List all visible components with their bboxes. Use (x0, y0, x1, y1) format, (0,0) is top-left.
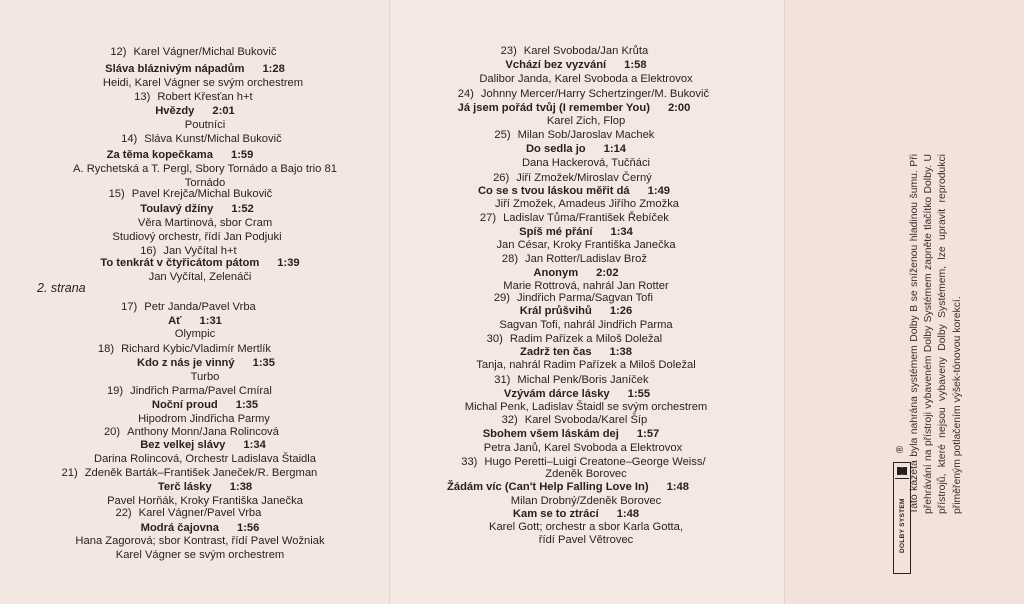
track-number: 30) (486, 333, 503, 345)
panel-side-two (390, 0, 785, 604)
track-duration: 1:14 (603, 143, 627, 155)
performer-text: Zdeněk Borovec (545, 468, 627, 480)
composer-text: Ladislav Tůma/František Řebíček (503, 212, 669, 224)
performer-text: A. Rychetská a T. Pergl, Sbory Tornádo a Bajo trio 81 (73, 163, 337, 175)
performer-text: Dalibor Janda, Karel Svoboda a Elektrovox (479, 73, 693, 85)
performer-text: Tornádo (184, 177, 226, 189)
track-number: 23) (500, 45, 517, 57)
song-title: Zadrž ten čas (520, 346, 592, 358)
composer-text: Robert Křesťan h+t (157, 91, 253, 103)
song-title: Vzývám dárce lásky (503, 388, 610, 400)
song-title: Hvězdy (155, 105, 195, 117)
composer-text: Jan Vyčítal h+t (163, 245, 237, 257)
composer-text: Karel Vágner/Pavel Vrba (138, 507, 262, 519)
composer-text: Pavel Krejča/Michal Bukovič (131, 188, 273, 200)
track-number: 22) (115, 507, 132, 519)
composer-text: Jiří Zmožek/Miroslav Černý (516, 172, 652, 184)
performer-text: Milan Drobný/Zdeněk Borovec (510, 495, 662, 507)
track-duration: 1:59 (230, 149, 254, 161)
track-duration: 1:34 (243, 439, 266, 451)
composer-text: Jindřich Parma/Sagvan Tofi (517, 292, 653, 304)
performer-text: Pavel Horňák, Kroky Františka Janečka (107, 495, 303, 507)
track-number: 32) (501, 414, 518, 426)
song-title: Modrá čajovna (140, 522, 219, 534)
registered-mark: ® (895, 445, 907, 454)
performer-text: Hipodrom Jindřicha Parmy (138, 413, 270, 425)
song-title: To tenkrát v čtyřicátom pátom (100, 257, 260, 269)
performer-text: Studiový orchestr, řídí Jan Podjuki (112, 231, 282, 243)
track-duration: 1:49 (647, 185, 671, 197)
track-duration: 1:31 (199, 315, 222, 327)
composer-text: Zdeněk Barták–František Janeček/R. Bergman (84, 467, 318, 479)
song-title: Za těma kopečkama (106, 149, 213, 161)
performer-text: Sagvan Tofi, nahrál Jindřich Parma (499, 319, 673, 331)
performer-text: Poutníci (184, 119, 226, 131)
performer-text: Jan César, Kroky Františka Janečka (496, 239, 676, 251)
composer-text: Richard Kybic/Vladimír Mertlík (121, 343, 271, 355)
track-duration: 1:48 (616, 508, 640, 520)
performer-text: Turbo (190, 371, 220, 383)
composer-text: Sláva Kunst/Michal Bukovič (144, 133, 282, 145)
composer-text: Karel Vágner/Michal Bukovič (133, 46, 277, 58)
track-duration: 1:48 (666, 481, 689, 493)
dolby-logo (893, 462, 911, 574)
composer-text: Petr Janda/Pavel Vrba (144, 301, 256, 313)
track-duration: 1:26 (609, 305, 633, 317)
track-duration: 2:00 (667, 102, 691, 114)
track-duration: 1:56 (236, 522, 260, 534)
track-number: 19) (106, 385, 124, 397)
composer-text: Jindřich Parma/Pavel Cmíral (130, 385, 272, 397)
track-number: 27) (479, 212, 497, 224)
composer-text: Milan Sob/Jaroslav Machek (517, 129, 655, 141)
track-number: 13) (134, 91, 151, 103)
track-number: 15) (108, 188, 125, 200)
song-title: Noční proud (151, 399, 218, 411)
track-number: 28) (501, 253, 519, 265)
track-number: 21) (61, 467, 78, 479)
song-title: Anonym (533, 267, 579, 279)
song-title: Já jsem pořád tvůj (I remember You) (457, 102, 650, 114)
performer-text: řídí Pavel Větrovec (538, 534, 634, 546)
composer-text: Michal Penk/Boris Janíček (517, 374, 649, 386)
track-number: 24) (457, 88, 474, 100)
song-title: Žádám víc (Can't Help Falling Love In) (447, 481, 649, 493)
track-number: 29) (493, 292, 510, 304)
song-title: Kdo z nás je vinný (136, 357, 235, 369)
song-title: Sláva bláznivým nápadům (105, 63, 245, 75)
track-duration: 1:58 (624, 59, 647, 71)
track-number: 26) (493, 172, 510, 184)
section-heading: 2. strana (37, 281, 86, 295)
dolby-logo-text: DOLBY SYSTEM (898, 498, 906, 554)
song-title: Ať (168, 315, 182, 327)
track-duration: 2:02 (596, 267, 619, 279)
track-duration: 1:52 (231, 203, 254, 215)
performer-text: Jiří Zmožek, Amadeus Jiřího Zmožka (494, 198, 680, 210)
performer-text: Petra Janů, Karel Svoboda a Elektrovox (483, 442, 683, 454)
track-number: 18) (97, 343, 115, 355)
performer-text: Olympic (174, 328, 216, 340)
composer-text: Jan Rotter/Ladislav Brož (525, 253, 647, 265)
song-title: Terč lásky (157, 481, 212, 493)
track-duration: 1:35 (252, 357, 275, 369)
song-title: Spíš mé přání (519, 226, 593, 238)
track-duration: 1:39 (277, 257, 300, 269)
track-number: 25) (494, 129, 511, 141)
song-title: Co se s tvou láskou měřit dá (477, 185, 630, 197)
track-number: 17) (121, 301, 138, 313)
track-duration: 1:34 (610, 226, 633, 238)
song-title: Král průšvihů (519, 305, 592, 317)
song-title: Vchází bez vyzvání (505, 59, 607, 71)
composer-text: Hugo Peretti–Luigi Creatone–George Weiss/ (484, 456, 706, 468)
performer-text: Karel Vágner se svým orchestrem (115, 549, 285, 561)
track-duration: 1:55 (627, 388, 651, 400)
performer-text: Věra Martinová, sbor Cram (137, 217, 273, 229)
track-duration: 1:57 (636, 428, 660, 440)
performer-text: Karel Gott; orchestr a sbor Karla Gotta, (488, 521, 684, 533)
song-title: Do sedla jo (525, 143, 586, 155)
track-number: 33) (461, 456, 478, 468)
track-duration: 1:28 (262, 63, 285, 75)
composer-text: Johnny Mercer/Harry Schertzinger/M. Bukovič (480, 88, 710, 100)
track-number: 12) (110, 46, 127, 58)
song-title: Kam se to ztrácí (512, 508, 599, 520)
performer-text: Heidi, Karel Vágner se svým orchestrem (102, 77, 304, 89)
panel-side-one (0, 0, 390, 604)
composer-text: Radim Pařízek a Miloš Doležal (509, 333, 663, 345)
track-number: 16) (140, 245, 157, 257)
dolby-note: Tato kazeta byla nahrána systémem Dolby B se sníženou hladinou šumu. Při přehrávání na přístroji vybaveném Dolby Systémem zapněte tlačítko Dolby. U přístrojů, které nejsou vybaveny Dolby Systémem, lze upravit reprodukci přiměřeným potlačením výšek-tónovou korekcí. (909, 154, 963, 514)
song-title: Toulavý džíny (140, 203, 214, 215)
composer-text: Karel Svoboda/Karel Šíp (524, 414, 648, 426)
performer-text: Dana Hackerová, Tučňáci (521, 157, 651, 169)
performer-text: Tanja, nahrál Radim Pařízek a Miloš Doležal (476, 359, 696, 371)
song-title: Sbohem všem láskám dej (482, 428, 619, 440)
performer-text: Karel Zich, Flop (546, 115, 626, 127)
performer-text: Darina Rolincová, Orchestr Ladislava Štaidla (94, 453, 316, 465)
track-number: 14) (121, 133, 138, 145)
track-duration: 1:35 (235, 399, 259, 411)
composer-text: Karel Svoboda/Jan Krůta (523, 45, 649, 57)
track-duration: 1:38 (609, 346, 632, 358)
song-title: Bez velkej slávy (140, 439, 226, 451)
performer-text: Marie Rottrová, nahrál Jan Rotter (503, 280, 669, 292)
performer-text: Michal Penk, Ladislav Štaidl se svým orchestrem (464, 401, 708, 413)
performer-text: Hana Zagorová; sbor Kontrast, řídí Pavel Wožniak (75, 535, 325, 547)
composer-text: Anthony Monn/Jana Rolincová (127, 426, 279, 438)
performer-text: Jan Vyčítal, Zelenáči (148, 271, 252, 283)
track-number: 20) (103, 426, 121, 438)
track-duration: 2:01 (212, 105, 235, 117)
track-duration: 1:38 (229, 481, 253, 493)
dolby-double-d-icon (895, 463, 909, 479)
track-number: 31) (494, 374, 511, 386)
